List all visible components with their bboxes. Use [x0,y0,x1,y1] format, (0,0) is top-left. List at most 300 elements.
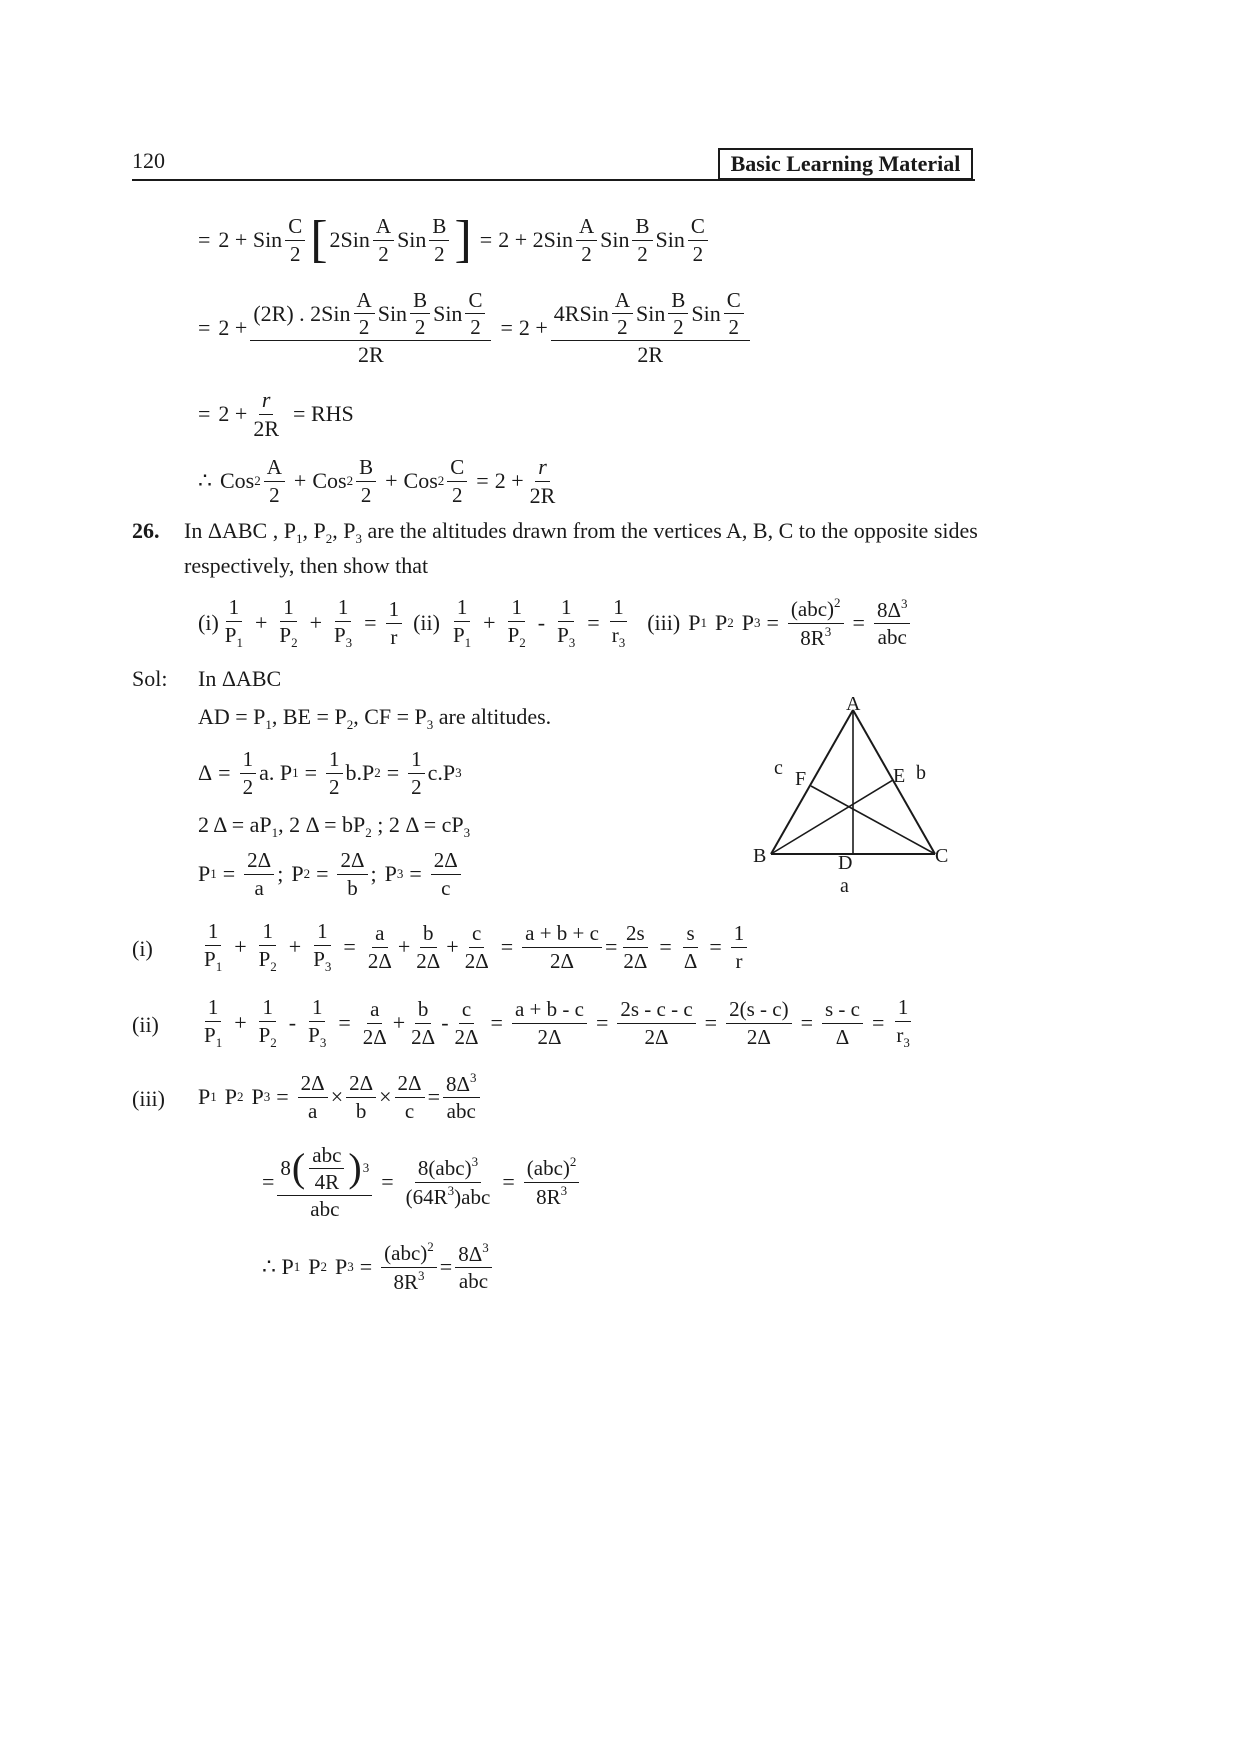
den [390,1268,427,1294]
term: 2 + [494,468,524,493]
sub: 2 [270,958,277,974]
altitude-be [771,780,893,854]
eq: = [709,934,722,959]
fraction-8abc3 [403,1155,494,1208]
vertex-c-label: C [935,845,949,867]
problem-text-line-2: respectively, then show that [184,553,429,578]
den: c [441,875,451,900]
den: 2 [289,241,301,266]
sub: 1 [464,634,472,650]
eq: = [500,315,513,340]
p: P [334,1254,348,1279]
fraction-1-p3 [554,595,578,650]
sup: 2 [346,473,354,488]
fraction-c-2 [465,288,485,339]
solution-line-5 [198,844,464,904]
eq: = [222,861,236,886]
num [381,1240,437,1267]
plus: + [288,934,302,959]
fraction-a-2 [373,214,394,265]
num: a [372,921,387,947]
fraction-abc2-8r3 [788,596,844,649]
den: 4R [314,1169,340,1194]
fraction-b-2 [668,288,688,339]
num: A [373,214,394,240]
num: A [264,455,285,481]
text: , P [332,518,356,543]
header-title: Basic Learning Material [730,151,961,176]
part-iii-line-2 [262,1136,582,1228]
den: 2 [637,241,648,266]
t: ( [428,1156,436,1181]
den: 2 [434,241,445,266]
sub: 2 [346,717,354,732]
sub: 3 [753,615,761,630]
part-ii-equation [198,992,916,1054]
eq: = [595,1010,609,1035]
den [276,622,300,651]
fraction-a-2 [354,288,375,339]
sup: 3 [482,1239,489,1255]
part-iii-line-1 [198,1066,483,1128]
sub: 1 [265,717,272,732]
num: 1 [259,995,276,1021]
num: 1 [386,597,403,623]
foot-e-label: E [893,765,906,787]
p: P [688,610,701,635]
eq: = [502,1169,515,1194]
eq: = [500,934,514,959]
fraction-2d-b [346,1071,376,1122]
den: 2 [692,241,704,266]
times: × [330,1084,344,1109]
fraction-1-2 [240,747,257,798]
sup: 3 [900,595,908,611]
vertex-a-label: A [846,693,861,715]
proof-line-2 [198,288,753,368]
denominator: 2R [637,342,664,368]
term: 4RSin [553,301,609,327]
p: P [333,622,346,647]
num: B [668,288,688,314]
p: P [224,1084,237,1109]
delta: Δ [198,760,213,785]
term: Sin [655,227,685,252]
num: 1 [895,995,912,1021]
plus: + [254,610,268,635]
eq: = [427,1084,440,1109]
den: 2 [617,315,628,340]
num: 1 [314,919,331,945]
eq: = [490,1010,503,1035]
sub: 2 [519,634,526,650]
fraction-abc-4r [309,1143,344,1194]
denominator: abc [310,1197,340,1222]
num: s [683,921,697,947]
eq: = [316,861,329,886]
sub: 1 [271,825,279,840]
lparen: ( [291,1145,306,1191]
den: 2Δ [416,948,441,973]
den: 2 [378,241,389,266]
t: 2 Δ = aP [198,812,272,837]
semi: ; [370,861,377,886]
den [505,622,529,651]
den: 2Δ [362,1024,387,1049]
fraction-8d3-abc [443,1071,480,1123]
part-iii-label: (iii) [647,610,681,635]
sub: 3 [345,634,353,650]
eq: = [364,610,377,635]
den [201,946,225,975]
fraction-a-2 [576,214,597,265]
num: 1 [326,747,343,773]
vertex-b-label: B [753,845,767,867]
eq: = [872,1010,885,1035]
sup: 2 [254,473,261,488]
den: r [735,948,743,973]
proof-line-1 [198,212,711,268]
num: C [285,214,305,240]
sub: 3 [426,717,434,732]
problem-text-line-1 [184,518,978,547]
numerator [551,288,750,341]
fraction-big-2 [551,288,750,368]
p: P [452,622,465,647]
eq: = [343,934,356,959]
fraction-8d3-abc [874,597,911,649]
t: abc [461,1184,491,1209]
part-ii-label-sol: (ii) [132,1012,159,1037]
t: a. P [259,760,293,785]
t: , CF = P [353,704,427,729]
t: 8Δ [876,597,901,622]
part-i-label-sol: (i) [132,936,153,961]
fraction-1-p1 [222,595,246,650]
minus: - [441,1010,449,1035]
den: abc [877,625,907,649]
foot-f-label: F [795,768,807,790]
p: P [198,861,211,886]
p: P [291,861,304,886]
solution-line-4 [198,812,470,841]
term: Sin [691,301,721,327]
eq: = [766,610,779,635]
den: 2R [253,415,280,441]
header-title-box [718,148,973,180]
fraction-b-2 [429,214,449,265]
sup: 3 [560,1182,568,1198]
fraction-nested [277,1143,372,1221]
denominator [403,1183,494,1209]
sub: 1 [215,958,223,974]
eq: = [476,468,489,493]
den: 2 [329,774,340,799]
fraction-2d-a [244,848,274,899]
right-bracket: ] [454,211,472,268]
fraction-c-2d [452,997,482,1048]
fraction-1-2 [326,747,343,798]
fraction-big-1 [250,288,491,368]
fraction-1-p3 [310,919,334,974]
solution-label: Sol: [132,666,168,691]
num: 1 [205,995,222,1021]
den: 2 [452,482,463,507]
t: ) [454,1184,462,1209]
den: 2 [673,315,684,340]
term: Sin [433,301,463,327]
num: 2Δ [431,848,461,874]
den: 2 [269,482,280,507]
sub: 3 [903,1034,910,1050]
proof-line-3 [198,386,354,442]
t: ( [405,1184,413,1209]
num: 1 [335,595,352,621]
eq: = [587,610,600,635]
num: b [415,997,432,1023]
t: 64R [412,1184,448,1209]
num: C [447,455,467,481]
p: P [384,861,397,886]
t: (abc) [526,1156,570,1181]
fraction-abc2-8r3 [524,1155,580,1208]
numerator [277,1143,372,1196]
num: 2Δ [298,1071,328,1097]
num [455,1241,492,1268]
den [797,624,834,650]
fraction-2d-b [337,848,367,899]
fraction-1-p3 [305,995,329,1050]
minus: - [288,1010,297,1035]
fraction-a-2 [264,455,285,506]
den: 2Δ [464,948,489,973]
num: B [410,288,430,314]
fraction-c-2 [285,214,305,265]
fraction-a-2 [612,288,633,339]
fraction-b-2 [410,288,430,339]
fraction-2s-2d [620,921,650,972]
p: P [251,1084,264,1109]
den: 2Δ [537,1024,562,1049]
num: c [469,921,484,947]
num [524,1155,580,1182]
problem-number: 26. [132,518,160,543]
num: B [356,455,376,481]
eq: = [604,934,618,959]
p: P [224,622,237,647]
text: , P [302,518,326,543]
num: 2Δ [395,1071,425,1097]
den: b [355,1098,367,1123]
fraction-2d-c [431,848,461,899]
foot-d-label: D [838,852,853,874]
den [222,622,246,651]
eq: = [439,1254,453,1279]
fraction-b-2d [408,997,438,1048]
num: 2Δ [346,1071,376,1097]
num: a + b + c [522,921,602,947]
fraction-abc2-8r3 [381,1240,437,1293]
den [256,946,280,975]
den [609,622,629,651]
sup: 2 [569,1154,577,1170]
fraction-b-2 [356,455,376,506]
r: r [611,622,619,647]
fraction-1-p2 [505,595,529,650]
plus: + [293,468,307,493]
sub: 1 [700,615,707,630]
plus: + [309,610,322,635]
therefore: ∴ [198,468,212,493]
sub: 3 [324,958,332,974]
fraction-1-p2 [256,919,280,974]
den: 2Δ [454,1024,479,1049]
num: C [724,288,744,314]
num: B [429,214,449,240]
sup: 3 [471,1154,479,1170]
den: 2 [358,315,370,340]
eq: = [381,1169,394,1194]
eq: = [304,760,317,785]
num: 2(s - c) [726,997,791,1023]
den: 2 [360,482,372,507]
num: a + b - c [512,997,587,1023]
p: P [204,946,216,971]
eq: = [800,1010,813,1035]
num: C [465,288,485,314]
fraction-abc-sum [522,921,602,972]
p: P [308,1022,320,1047]
p: P [557,622,569,647]
den: a [308,1098,318,1123]
sub: 2 [320,1259,327,1274]
sub: 2 [325,531,333,546]
t: ) [464,1156,472,1181]
den: a [254,875,264,900]
den [305,1022,329,1051]
den: abc [458,1269,489,1293]
p: P [198,1084,211,1109]
proof-line-4 [198,452,561,510]
text: are the altitudes drawn from the vertices A, B, C to the opposite sides [361,518,978,543]
problem-parts [198,592,913,654]
fraction-b-2 [632,214,652,265]
num [874,597,911,624]
den: 2Δ [411,1024,436,1049]
fraction-s-d [681,921,701,972]
eq: = [409,861,422,886]
term: (2R) . 2Sin [253,301,351,327]
fraction-1-p2 [256,995,280,1050]
num: A [576,214,597,240]
eq: = [704,1010,718,1035]
den: Δ [835,1024,850,1049]
sup: 3 [447,1182,455,1198]
den [554,622,578,651]
fraction-r-2r [250,387,282,441]
den: c [404,1098,415,1123]
eq: = [198,401,211,426]
page-number: 120 [132,148,165,173]
num: 1 [558,595,575,621]
sub: 1 [210,866,217,881]
den [450,622,474,651]
fraction-c-2 [688,214,708,265]
side-c-label: c [774,757,783,779]
side-a-label: a [840,875,849,897]
fraction-2d-a [298,1071,328,1122]
fraction-1-p3 [331,595,355,650]
eq: = [852,610,865,635]
num: 1 [408,747,425,773]
left-bracket: [ [310,211,328,268]
fraction-c-2d [462,921,492,972]
term: 2 + [218,401,248,426]
sub: 3 [263,1089,271,1104]
sub: 3 [355,531,362,546]
den [256,1022,280,1051]
num: c [459,997,474,1023]
semi: ; [277,861,284,886]
p: P [308,1254,321,1279]
fraction-8d3-abc [455,1241,492,1293]
num: 1 [280,595,297,621]
num: 1 [205,919,222,945]
num: C [688,214,708,240]
den [533,1183,570,1209]
sub: 3 [618,634,626,650]
t: (abc) [790,597,835,622]
term: 2 + 2Sin [498,227,573,252]
num: b [420,921,437,947]
term: Cos [403,468,438,493]
fraction-1-p1 [450,595,474,650]
sub: 2 [303,866,311,881]
r: r [896,1022,904,1047]
plus: + [392,1010,406,1035]
num: 2s [623,921,648,947]
sub: 2 [270,1034,277,1050]
p: P [258,946,271,971]
num: A [612,288,633,314]
den [310,946,334,975]
rhs: = RHS [293,401,354,426]
fraction-a-2d [360,997,390,1048]
sup: 2 [437,473,445,488]
plus: + [385,468,398,493]
t: , BE = P [271,704,347,729]
sub: 1 [215,1034,223,1050]
sub: 2 [237,1089,244,1104]
num: 1 [259,919,276,945]
term: Cos [312,468,347,493]
num: a [367,997,382,1023]
sub: 2 [374,765,381,780]
num [788,596,844,623]
p: P [204,1022,216,1047]
num: 1 [240,747,257,773]
eq: = [276,1084,289,1109]
eq: = [338,1010,351,1035]
fraction-c-2 [447,455,467,506]
t: abc [435,1156,465,1181]
den: 2Δ [367,948,392,973]
sub: 3 [396,866,404,881]
minus: - [537,610,546,635]
num [443,1071,480,1098]
sub: 3 [319,1034,327,1050]
numerator [250,288,491,341]
